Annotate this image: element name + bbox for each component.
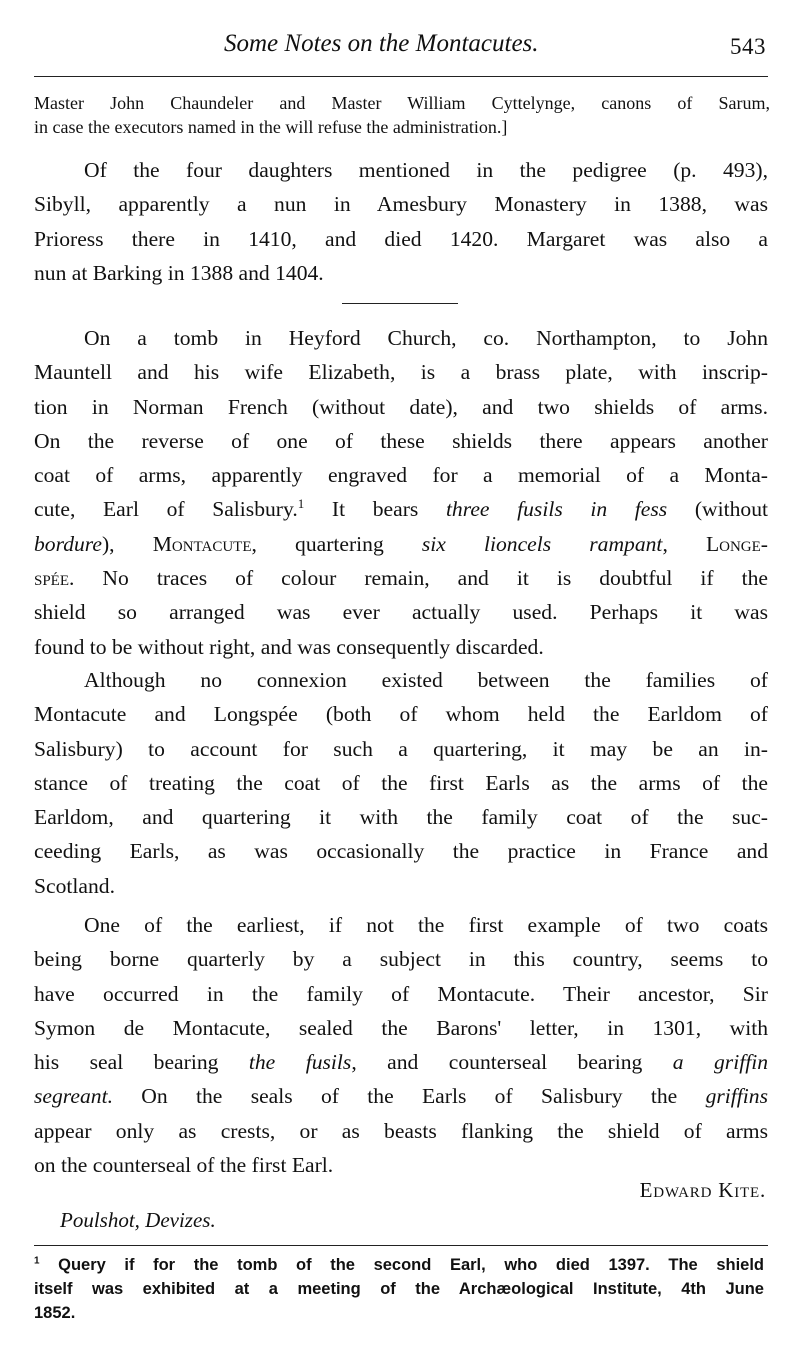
blazon-text: segreant. xyxy=(34,1084,113,1109)
text-line: On a tomb in Heyford Church, co. Northampton, to John xyxy=(84,326,768,350)
text-line: coat of arms, apparently engraved for a memorial of a Monta- xyxy=(34,463,768,488)
text-run: ), xyxy=(101,531,153,556)
text-line: being borne quarterly by a subject in this country, seems to xyxy=(34,947,768,972)
text-run: his seal bearing xyxy=(34,1050,249,1075)
text-run: No traces of colour remain, and it is doubtful if the xyxy=(74,566,768,591)
paragraph-connexion xyxy=(34,663,768,903)
text-line: Of the four daughters mentioned in the pedigree (p. 493), xyxy=(84,158,768,182)
text-line: nun at Barking in 1388 and 1404. xyxy=(34,260,324,285)
continued-text xyxy=(34,91,770,139)
footnote-marker: 1 xyxy=(34,1255,40,1267)
text-line: 1852. xyxy=(34,1304,76,1322)
footnote xyxy=(34,1253,764,1325)
text-line: Although no connexion existed between the families of xyxy=(84,668,768,692)
running-head xyxy=(34,30,768,64)
text-run: It bears xyxy=(304,497,446,522)
text-line: found to be without right, and was consequently discarded. xyxy=(34,634,544,659)
text-run: , and counterseal bearing xyxy=(351,1050,673,1075)
text-line: Earldom, and quartering it with the family coat of the suc- xyxy=(34,805,768,830)
family-name: spée. xyxy=(34,566,75,591)
text-line xyxy=(34,492,768,526)
text-run: , xyxy=(662,531,706,556)
text-line: have occurred in the family of Montacute. Their ancestor, Sir xyxy=(34,981,768,1006)
text-line: Prioress there in 1410, and died 1420. Margaret was also a xyxy=(34,226,768,251)
family-name: Montacute xyxy=(152,531,252,556)
running-title: Some Notes on the Montacutes. xyxy=(224,30,539,57)
family-name: Longe- xyxy=(705,531,768,556)
blazon-text: a griffin xyxy=(672,1050,768,1075)
text-line: Salisbury) to account for such a quartering, it may be an in- xyxy=(34,736,768,761)
author-place: Poulshot, Devizes. xyxy=(60,1208,216,1232)
footnote-rule xyxy=(34,1245,768,1246)
text-line xyxy=(34,1079,768,1113)
blazon-text: three fusils in fess xyxy=(445,497,668,522)
paragraph-daughters xyxy=(34,153,768,290)
text-line xyxy=(34,527,768,561)
text-line: shield so arranged was ever actually used. Perhaps it was xyxy=(34,600,768,625)
text-line: One of the earliest, if not the first example of two coats xyxy=(84,913,768,937)
blazon-text: six lioncels rampant xyxy=(421,531,663,556)
text-run: (without xyxy=(667,497,768,522)
text-line: Montacute and Longspée (both of whom held the Earldom of xyxy=(34,702,768,727)
text-run: cute, Earl of Salisbury. xyxy=(34,497,298,522)
paragraph-quartering xyxy=(34,908,768,1182)
text-line: Master John Chaundeler and Master William Cyttelynge, canons of Sarum, xyxy=(34,93,770,113)
paragraph-heyford-tomb xyxy=(34,321,768,664)
text-line: Mauntell and his wife Elizabeth, is a brass plate, with inscrip- xyxy=(34,360,768,385)
author-signature: Edward Kite. xyxy=(639,1178,766,1202)
text-run: Query if for the tomb of the second Earl, who died 1397. The shield xyxy=(39,1256,764,1274)
text-line: Scotland. xyxy=(34,873,115,898)
page-number: 543 xyxy=(730,34,766,59)
text-run: On the seals of the Earls of Salisbury the xyxy=(112,1084,706,1109)
blazon-text: the fusils xyxy=(248,1050,352,1075)
blazon-text: bordure xyxy=(34,531,102,556)
text-line: On the reverse of one of these shields there appears another xyxy=(34,428,768,453)
text-run: , quartering xyxy=(251,531,422,556)
text-line: on the counterseal of the first Earl. xyxy=(34,1153,334,1178)
footnote-reference: 1 xyxy=(297,496,305,512)
text-line: tion in Norman French (without date), and two shields of arms. xyxy=(34,394,768,419)
text-line: stance of treating the coat of the first Earls as the arms of the xyxy=(34,770,768,795)
text-line: Symon de Montacute, sealed the Barons' letter, in 1301, with xyxy=(34,1015,768,1040)
section-divider xyxy=(342,303,458,304)
text-line xyxy=(34,561,768,595)
text-line: Sibyll, apparently a nun in Amesbury Monastery in 1388, was xyxy=(34,192,768,217)
text-line: in case the executors named in the will refuse the administration.] xyxy=(34,117,508,137)
text-line: appear only as crests, or as beasts flanking the shield of arms xyxy=(34,1118,768,1143)
text-line xyxy=(34,1045,768,1079)
header-rule xyxy=(34,76,768,77)
blazon-text: griffins xyxy=(705,1084,768,1109)
text-line xyxy=(34,1253,764,1277)
text-line: itself was exhibited at a meeting of the Archæological Institute, 4th June xyxy=(34,1280,764,1298)
text-line: ceeding Earls, as was occasionally the practice in France and xyxy=(34,839,768,864)
